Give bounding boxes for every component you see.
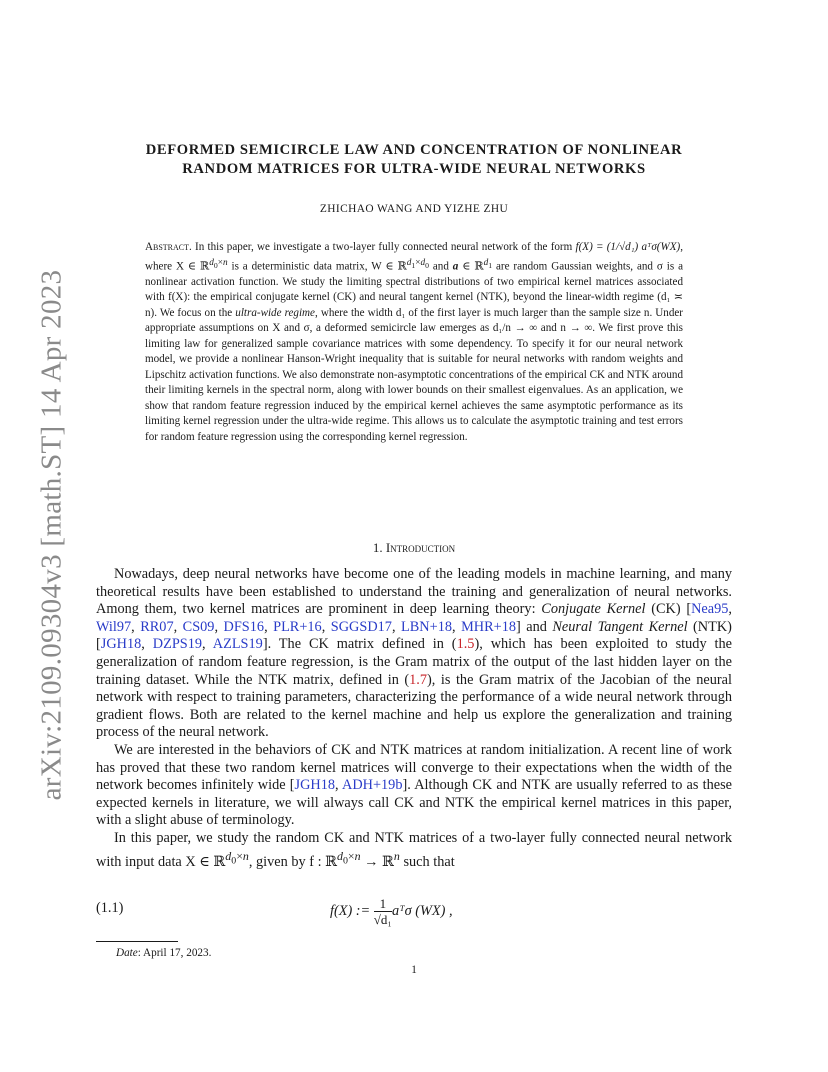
abstract: Abstract. In this paper, we investigate a two-layer fully connected neural network of the form f(X) = (1/√d₁) aᵀσ(WX), where X ∈ ℝ$^{d_0\times n}$ is a deterministic data matrix, W ∈ ℝ$^{d_1\times d_0}$ and a ∈ ℝ$^{d_1}$ are random Gaussian weights, and σ is a nonlinear activation function. We study the limiting spectral distributions of two empirical kernel matrices associated with f(X): the empirical conjugate kernel (CK) and neural tangent kernel (NTK), beyond the linear-width regime (d₁ ≍ n). We focus on the ultra-wide regime, where the width d₁ of the first layer is much larger than the sample size n. Under appropriate assumptions on X and σ, a deformed semicircle law emerges as d₁/n → ∞ and n → ∞. We first prove this limiting law for generalized sample covariance matrices with some dependency. To specify it for our neural network model, we provide a nonlinear Hanson-Wright inequality that is suitable for neural networks with random weights and Lipschitz activation functions. We also demonstrate non-asymptotic concentrations of the empirical CK and NTK around their limiting kernels in the spectral norm, along with lower bounds on their smallest eigenvalues. As an application, we show that random feature regression induced by the empirical kernel achieves the same asymptotic performance as its limiting kernel regression under the ultra-wide regime. This allows us to calculate the asymptotic training and test errors for random feature regression using the corresponding kernel regression. [145,241,683,443]
paragraph-text: such that [399,853,455,870]
conjugate-kernel-term: Conjugate Kernel [541,601,646,618]
abstract-text-4: and [428,260,453,273]
paper-title [0,141,828,179]
equation-fraction [374,896,392,927]
paragraph-text: , given by f : ℝ [248,853,337,870]
footnote-rule [96,941,178,942]
citation-separator: , [391,618,402,635]
citation-separator: , [264,618,274,635]
paragraph-text: Nowadays, deep neural networks have become one of the leading models in machine learning, and many theoretical results have been established to understand the training and generalization of neural networks. Among them, two kernel matrices are prominent in deep learning theory: [96,566,732,618]
citation-link[interactable]: CS09 [182,618,215,635]
paragraph-text: We are interested in the behaviors of CK and NTK matrices at random initialization. A recent line of work has proved that these two random kernel matrices will converge to their expectations when the width of the network becomes infinitely wide [ [96,741,732,794]
title-line-1: DEFORMED SEMICIRCLE LAW AND CONCENTRATION OF NONLINEAR [145,142,683,158]
citation-link[interactable]: SGGSD17 [330,618,392,635]
footnote [116,947,211,959]
abstract-label: Abstract. [145,241,192,253]
neural-tangent-kernel-term: Neural Tangent Kernel [552,618,688,635]
paragraph-text: ), is the Gram matrix of the Jacobian of the neural network with respect to training parameters, characterizing the performance of a wide neural network through gradient flows. Both are related to the kernel machine and help us explore the generalization and training process of the neural network. [96,671,732,741]
citation-link[interactable]: Wil97 [96,618,132,635]
citation-link[interactable]: JGH18 [100,636,142,653]
citation-link[interactable]: RR07 [140,618,174,635]
citation-link[interactable]: MHR+18 [461,618,516,635]
citation-link[interactable]: ADH+19b [342,777,403,794]
citation-separator: , [728,601,732,618]
equation-lhs: f(X) := [330,902,374,919]
citation-list-convergence [295,777,403,793]
citation-link[interactable]: AZLS19 [212,636,263,653]
citation-link[interactable]: DFS16 [223,618,265,635]
paragraph-text: (NTK) [ [96,618,732,653]
section-heading [0,540,828,556]
citation-separator: , [131,618,141,635]
abstract-text-1: In this paper, we investigate a two-layer fully connected neural network of the form [195,241,576,253]
citation-link[interactable]: Nea95 [691,601,729,618]
citation-list-ntk [101,636,263,652]
body-text [96,566,732,871]
equation-denominator: √d₁ [373,912,392,927]
paragraph-text: ]. Although CK and NTK are usually referred to as these expected kernels in literature, we will always call CK and NTK the empirical kernel matrices in this paper, with a slight abuse of terminology. [96,777,732,829]
footnote-label: Date [116,947,138,959]
citation-separator: , [452,618,462,635]
citation-separator: , [202,636,213,653]
section-number: 1. [372,540,383,555]
citation-link[interactable]: JGH18 [294,777,336,794]
paragraph-text: (CK) [ [645,601,692,618]
footnote-value: : April 17, 2023. [137,947,212,959]
equation-rhs: aᵀσ (WX) , [391,902,453,919]
paragraph-text: → ℝ [360,853,394,870]
citation-separator: , [335,777,342,794]
equation-link[interactable]: 1.7 [409,671,428,688]
paragraph-text: ), which has been exploited to study the generalization of random feature regression, is the Gram matrix of the output of the last hidden layer on the training dataset. While the NTK matrix, defined in ( [96,636,732,688]
citation-separator: , [214,618,224,635]
citation-separator: , [173,618,183,635]
title-line-2: RANDOM MATRICES FOR ULTRA-WIDE NEURAL NETWORKS [182,161,646,177]
paragraph: In this paper, we study the random CK and NTK matrices of a two-layer fully connected neural network with input data X ∈ ℝ$^{d_0\times n}$, given by f : ℝ$^{d_0\times n}$ → ℝ$^n$ such that [96,829,732,870]
citation-link[interactable]: LBN+18 [401,618,452,635]
citation-link[interactable]: DZPS19 [152,636,203,653]
equation-body [330,896,453,927]
abstract-text-6: , where the width d₁ of the first layer is much larger than the sample size n. Under appropriate assumptions on X and σ, a deformed semicircle law emerges as d₁/n → ∞ and n → ∞. We first prove this limiting law for generalized sample covariance matrices with some dependency. To specify it for our neural network model, we provide a nonlinear Hanson-Wright inequality that is suitable for neural networks with random weights and Lipschitz activation functions. We also demonstrate non-asymptotic concentrations of the empirical CK and NTK around their limiting kernels in the spectral norm, along with lower bounds on their smallest eigenvalues. As an application, we show that random feature regression induced by the empirical kernel achieves the same asymptotic performance as its limiting kernel regression under the ultra-wide regime. This allows us to calculate the asymptotic training and test errors for random feature regression using the corresponding kernel regression. [145,306,683,443]
paragraph [96,566,732,742]
paragraph-text: In this paper, we study the random CK and NTK matrices of a two-layer fully connected neural network with input data X ∈ ℝ [96,829,732,870]
equation-link[interactable]: 1.5 [456,636,475,653]
paragraph [96,742,732,830]
ultra-wide-regime: ultra-wide regime [235,306,315,319]
abstract-text-5: are random Gaussian weights, and σ is a nonlinear activation function. We study the limiting spectral distributions of two empirical kernel matrices associated with f(X): the empirical conjugate kernel (CK) and neural tangent kernel (NTK), beyond the linear-width regime (d₁ ≍ n). We focus on the [145,260,683,319]
paragraph-text: ]. The CK matrix defined in ( [262,636,457,653]
citation-link[interactable]: PLR+16 [273,618,322,635]
arxiv-stamp: arXiv:2109.09304v3 [math.ST] 14 Apr 2023 [35,269,68,801]
citation-separator: , [321,618,331,635]
paragraph-text: ] and [516,618,553,635]
section-title: Introduction [385,540,456,555]
authors: ZHICHAO WANG AND YIZHE ZHU [319,203,509,215]
abstract-text-3: is a deterministic data matrix, W ∈ ℝ [227,260,407,273]
equation-numerator: 1 [374,896,392,912]
equation-number: (1.1) [96,900,124,916]
abstract-text-2: , where X ∈ ℝ [145,241,683,273]
abstract-formula: f(X) = (1/√d₁) aᵀσ(WX) [575,241,681,253]
equation-1-1 [96,896,732,930]
citation-separator: , [141,636,153,653]
page-number: 1 [411,964,417,976]
